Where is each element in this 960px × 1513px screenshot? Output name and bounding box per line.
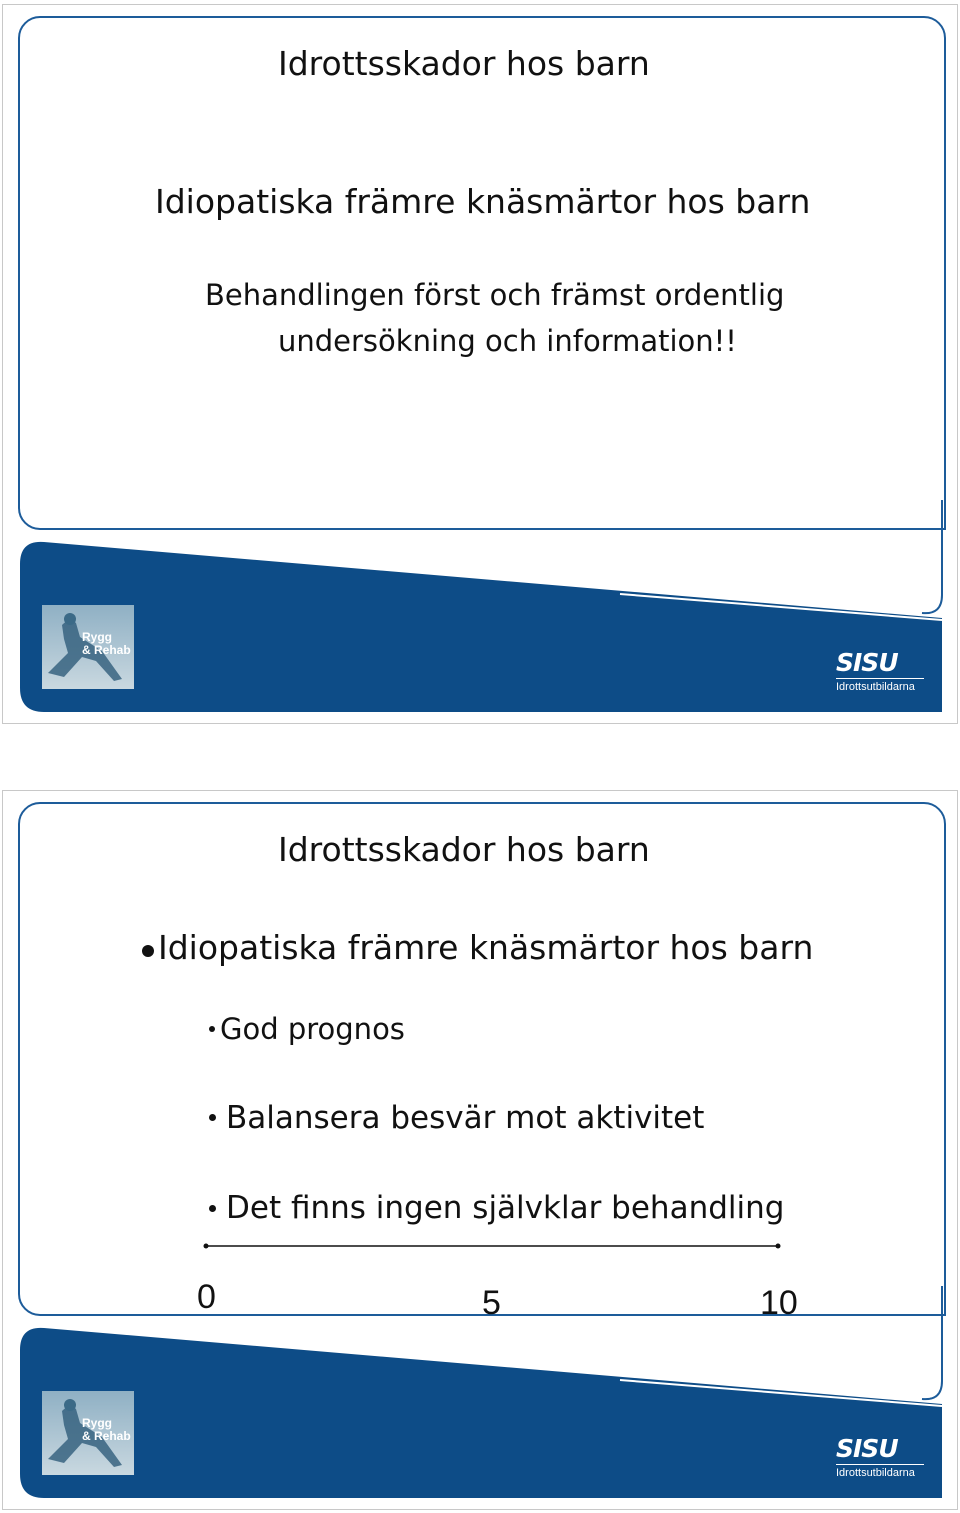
bullet-item-2: Balansera besvär mot aktivitet bbox=[226, 1100, 705, 1136]
bullet-item-3: Det finns ingen självklar behandling bbox=[226, 1190, 785, 1226]
slide-1-body-line-2: undersökning och information!! bbox=[278, 324, 737, 358]
slide-2-card bbox=[18, 802, 946, 1316]
rehab-line-1: Rygg bbox=[82, 630, 112, 644]
scale-label-0: 0 bbox=[197, 1278, 216, 1316]
bullet-dot-1 bbox=[209, 1026, 215, 1032]
rehab-line-2: & Rehab bbox=[82, 1429, 131, 1443]
slide-2-title: Idrottsskador hos barn bbox=[278, 830, 650, 869]
slide-1-card bbox=[18, 16, 946, 530]
rygg-rehab-logo bbox=[42, 605, 134, 689]
bullet-dot-3 bbox=[209, 1205, 216, 1212]
slide-1-band bbox=[20, 540, 942, 712]
slide-1-body-line-1: Behandlingen först och främst ordentlig bbox=[205, 278, 785, 312]
slide-2-heading: Idiopatiska främre knäsmärtor hos barn bbox=[158, 928, 814, 967]
bullet-item-1: God prognos bbox=[220, 1012, 405, 1046]
sisu-word: SISU bbox=[836, 648, 898, 677]
slide-1-card-corner bbox=[900, 500, 944, 620]
slide-2-band bbox=[20, 1326, 942, 1498]
slide-2-card-corner bbox=[900, 1286, 944, 1406]
bullet-dot-2 bbox=[209, 1114, 216, 1121]
scale-label-10: 10 bbox=[760, 1284, 798, 1322]
sisu-logo bbox=[836, 1434, 936, 1486]
slide-1-title: Idrottsskador hos barn bbox=[278, 44, 650, 83]
sisu-word: SISU bbox=[836, 1434, 898, 1463]
rygg-rehab-logo bbox=[42, 1391, 134, 1475]
sisu-subtitle: Idrottsutbildarna bbox=[836, 1467, 915, 1479]
slide-2-heading-bullet bbox=[142, 945, 154, 957]
sisu-logo bbox=[836, 648, 936, 700]
rehab-line-2: & Rehab bbox=[82, 643, 131, 657]
scale-line bbox=[200, 1240, 786, 1252]
rehab-line-1: Rygg bbox=[82, 1416, 112, 1430]
scale-label-5: 5 bbox=[482, 1284, 501, 1322]
sisu-subtitle: Idrottsutbildarna bbox=[836, 681, 915, 693]
slide-1-subtitle: Idiopatiska främre knäsmärtor hos barn bbox=[155, 182, 811, 221]
